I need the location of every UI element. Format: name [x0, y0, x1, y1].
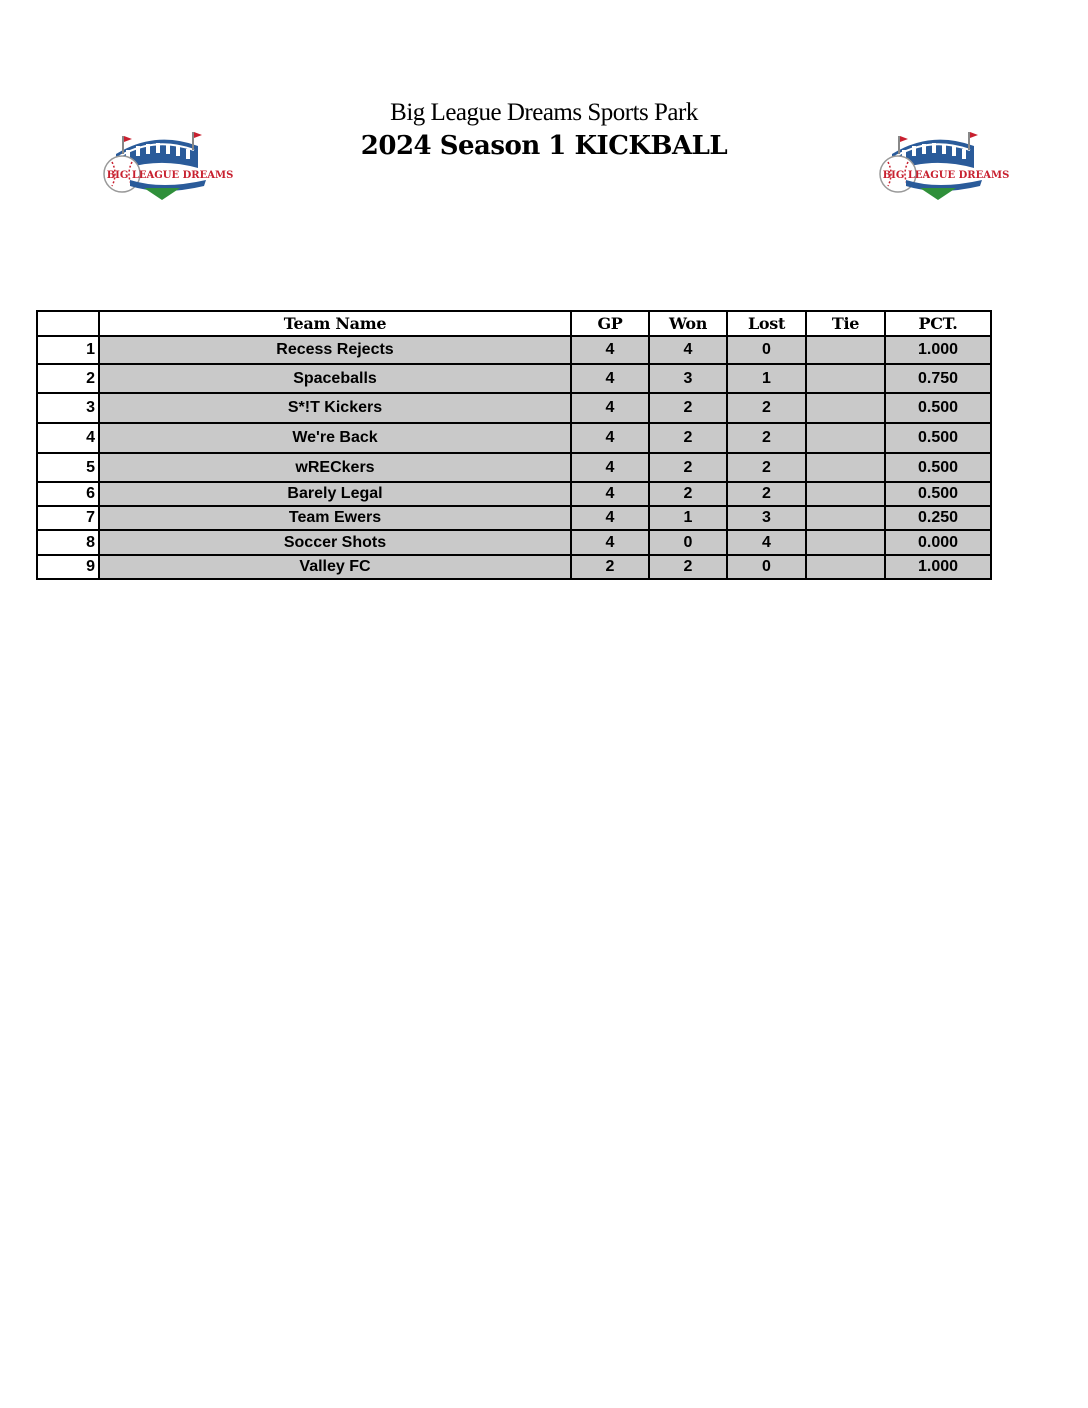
rank-cell: 4: [37, 423, 99, 453]
team-name-cell: We're Back: [99, 423, 571, 453]
table-row: [37, 453, 991, 482]
pct-cell: 0.500: [885, 453, 991, 482]
table-row: [37, 506, 991, 530]
lost-cell: 2: [727, 482, 806, 506]
gp-cell: 4: [571, 453, 649, 482]
rank-cell: 9: [37, 555, 99, 579]
lost-cell: 3: [727, 506, 806, 530]
tie-cell: [806, 393, 885, 423]
team-name-cell: S*!T Kickers: [99, 393, 571, 423]
pct-cell: 1.000: [885, 336, 991, 364]
rank-cell: 8: [37, 530, 99, 555]
logo-lettering: BIG LEAGUE DREAMS: [882, 170, 1010, 181]
lost-cell: 1: [727, 364, 806, 393]
gp-cell: 4: [571, 423, 649, 453]
team-name-cell: Soccer Shots: [99, 530, 571, 555]
team-name-cell: wRECkers: [99, 453, 571, 482]
gp-cell: 4: [571, 393, 649, 423]
gp-cell: 4: [571, 530, 649, 555]
table-row: [37, 482, 991, 506]
rank-cell: 2: [37, 364, 99, 393]
rank-cell: 5: [37, 453, 99, 482]
lost-cell: 2: [727, 423, 806, 453]
table-header-row: [37, 311, 991, 336]
pct-cell: 1.000: [885, 555, 991, 579]
pct-cell: 0.750: [885, 364, 991, 393]
table-row: [37, 555, 991, 579]
pct-cell: 0.250: [885, 506, 991, 530]
rank-cell: 7: [37, 506, 99, 530]
won-cell: 2: [649, 555, 727, 579]
table-row: [37, 393, 991, 423]
gp-cell: 2: [571, 555, 649, 579]
column-header-lost: Lost: [727, 311, 806, 336]
gp-cell: 4: [571, 506, 649, 530]
tie-cell: [806, 453, 885, 482]
won-cell: 2: [649, 482, 727, 506]
team-name-cell: Valley FC: [99, 555, 571, 579]
table-row: [37, 423, 991, 453]
pct-cell: 0.500: [885, 393, 991, 423]
table-row: [37, 336, 991, 364]
rank-cell: 6: [37, 482, 99, 506]
table-row: [37, 530, 991, 555]
gp-cell: 4: [571, 364, 649, 393]
column-header-gp: GP: [571, 311, 649, 336]
column-header-rank: [37, 311, 99, 336]
pct-cell: 0.500: [885, 482, 991, 506]
won-cell: 4: [649, 336, 727, 364]
pct-cell: 0.000: [885, 530, 991, 555]
page-header: [0, 96, 1088, 162]
team-name-cell: Barely Legal: [99, 482, 571, 506]
column-header-tie: Tie: [806, 311, 885, 336]
team-name-cell: Team Ewers: [99, 506, 571, 530]
column-header-won: Won: [649, 311, 727, 336]
table-row: [37, 364, 991, 393]
won-cell: 2: [649, 393, 727, 423]
tie-cell: [806, 364, 885, 393]
column-header-pct: PCT.: [885, 311, 991, 336]
standings-table: [36, 310, 992, 580]
logo-lettering: BIG LEAGUE DREAMS: [106, 170, 234, 181]
lost-cell: 0: [727, 336, 806, 364]
tie-cell: [806, 336, 885, 364]
pct-cell: 0.500: [885, 423, 991, 453]
won-cell: 1: [649, 506, 727, 530]
team-name-cell: Recess Rejects: [99, 336, 571, 364]
page-subtitle: 2024 Season 1 KICKBALL: [360, 131, 728, 161]
gp-cell: 4: [571, 482, 649, 506]
lost-cell: 0: [727, 555, 806, 579]
tie-cell: [806, 506, 885, 530]
won-cell: 3: [649, 364, 727, 393]
tie-cell: [806, 530, 885, 555]
team-name-cell: Spaceballs: [99, 364, 571, 393]
won-cell: 2: [649, 423, 727, 453]
lost-cell: 4: [727, 530, 806, 555]
page-title: Big League Dreams Sports Park: [390, 99, 698, 126]
rank-cell: 3: [37, 393, 99, 423]
won-cell: 2: [649, 453, 727, 482]
gp-cell: 4: [571, 336, 649, 364]
lost-cell: 2: [727, 393, 806, 423]
column-header-team-name: Team Name: [99, 311, 571, 336]
won-cell: 0: [649, 530, 727, 555]
rank-cell: 1: [37, 336, 99, 364]
tie-cell: [806, 482, 885, 506]
tie-cell: [806, 423, 885, 453]
lost-cell: 2: [727, 453, 806, 482]
tie-cell: [806, 555, 885, 579]
